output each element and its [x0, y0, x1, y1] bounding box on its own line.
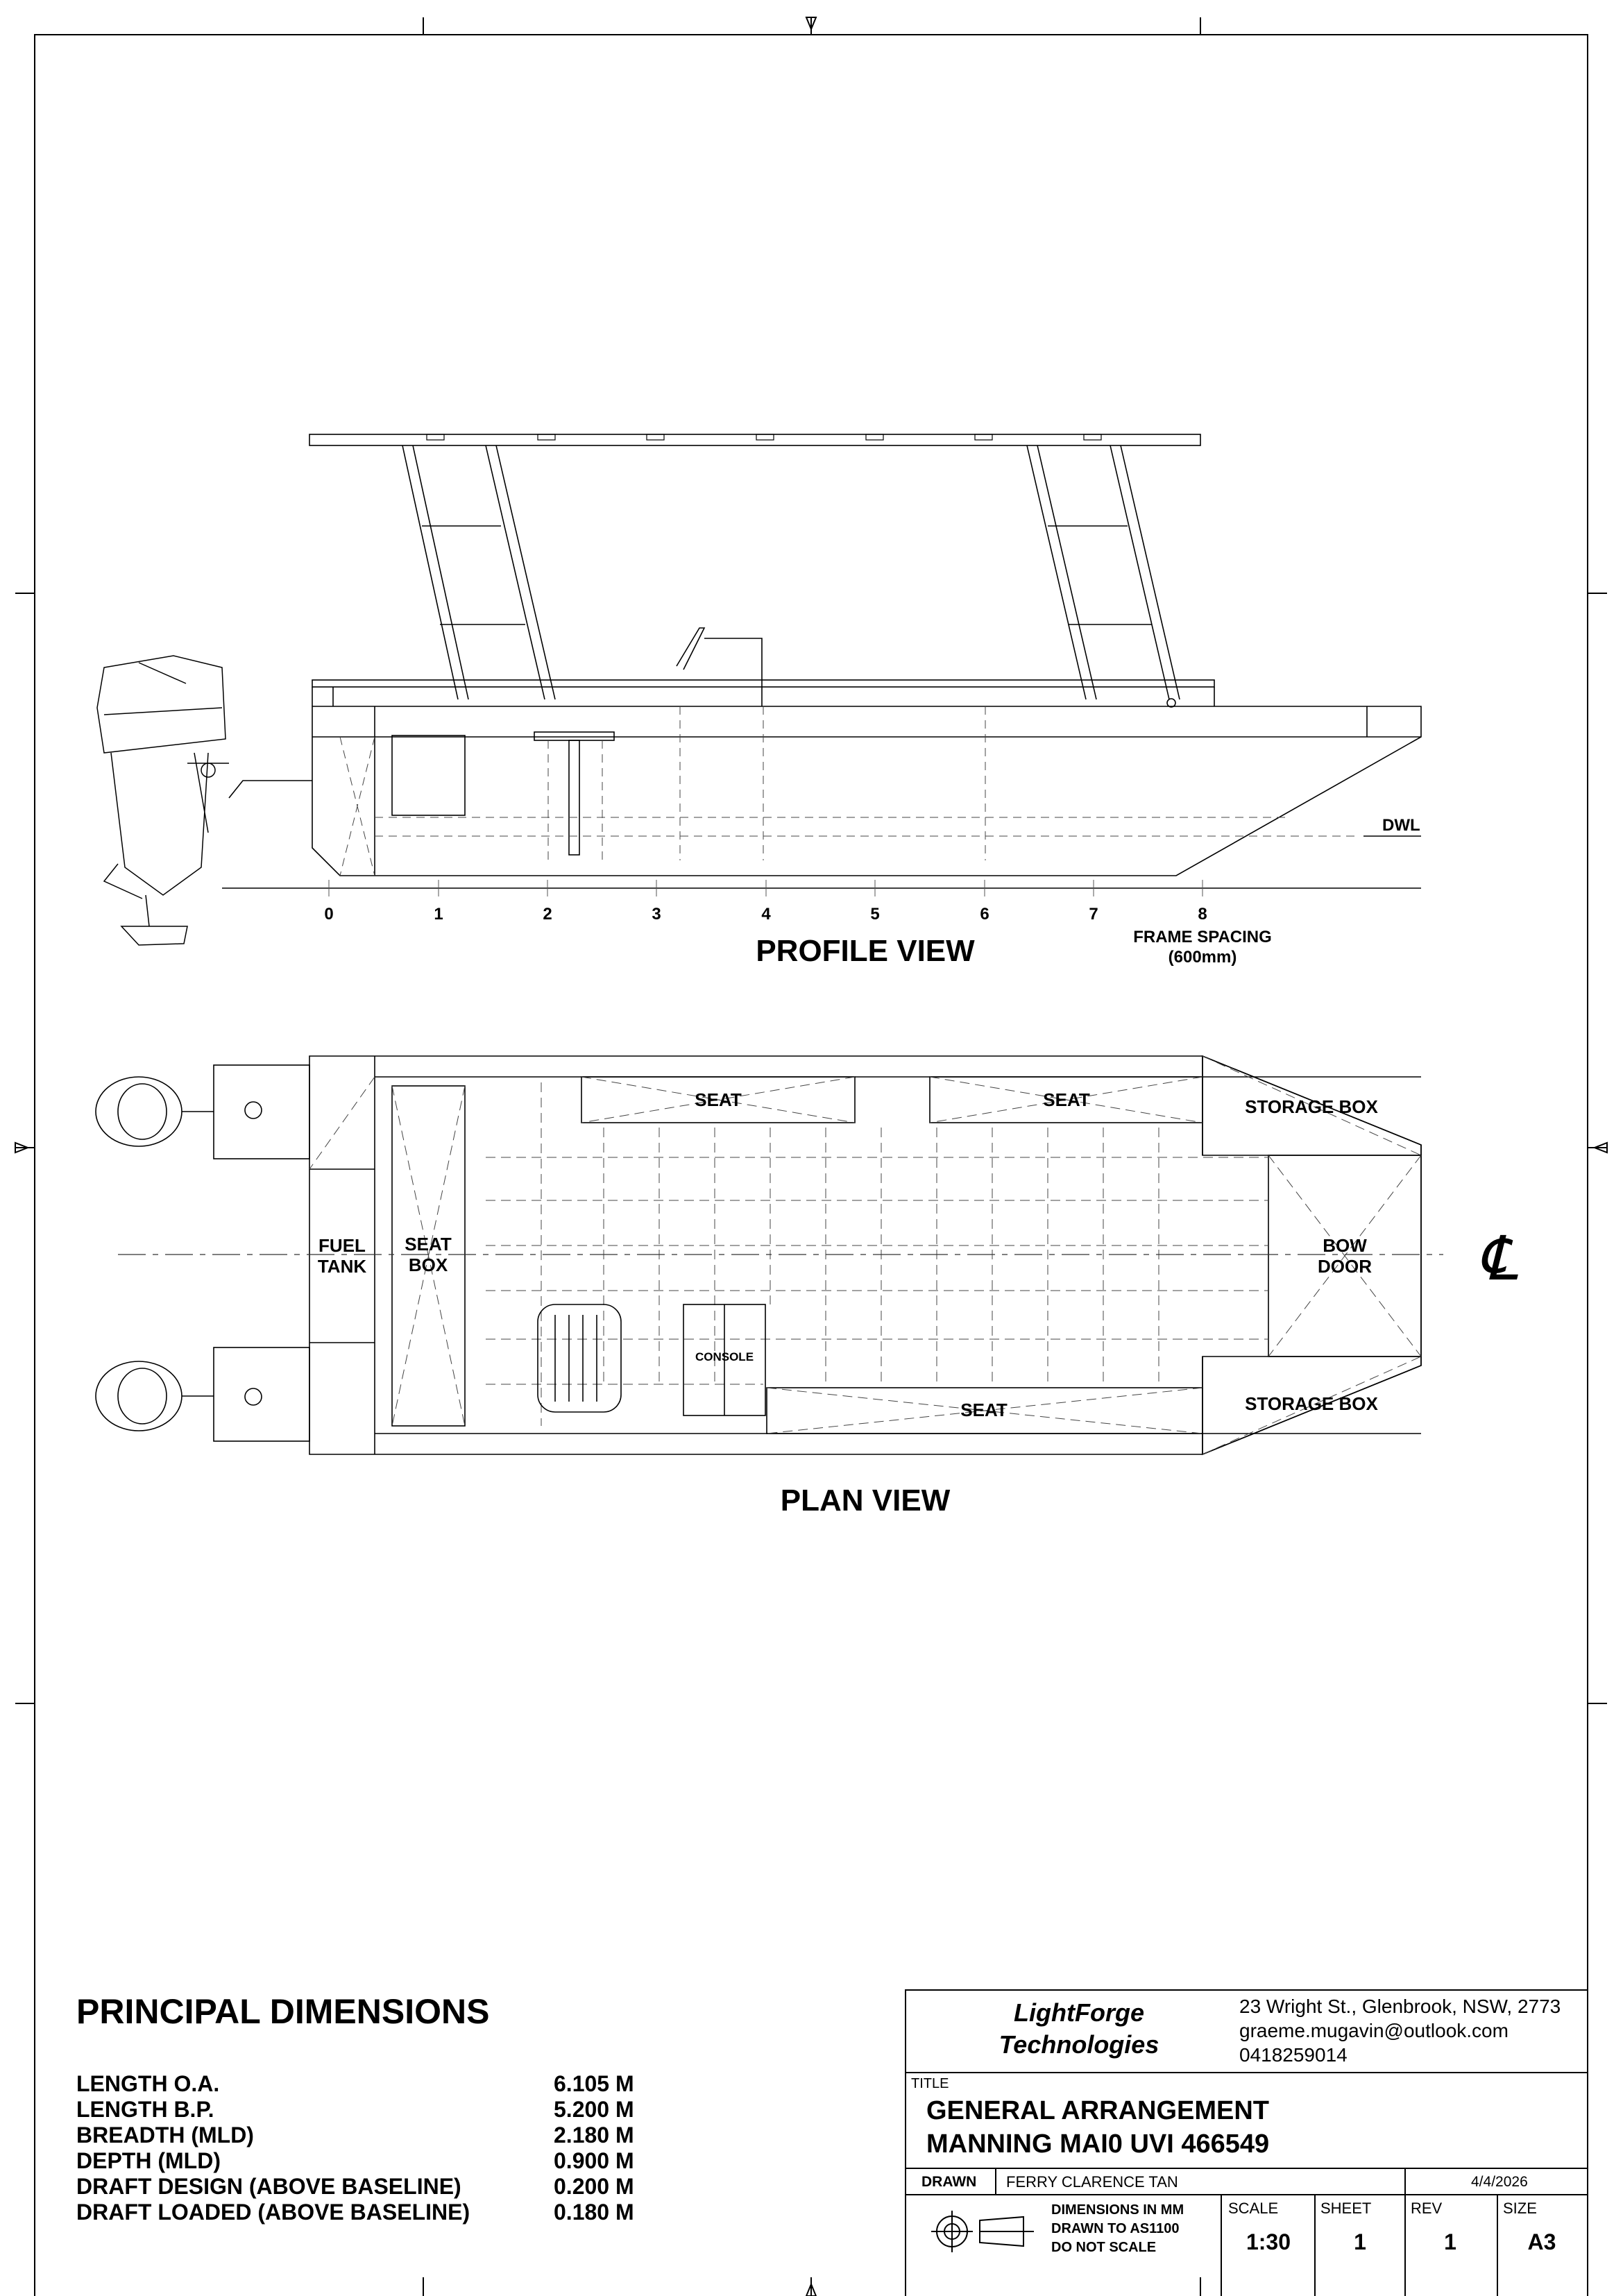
bow-door-line-2: DOOR	[1318, 1256, 1372, 1277]
drawing-border	[35, 35, 1588, 2296]
dimension-value: 5.200 M	[554, 2097, 634, 2122]
frame-spacing-value: (600mm)	[1168, 948, 1237, 967]
dimension-label: DEPTH (MLD)	[76, 2148, 221, 2173]
principal-dimensions-title: PRINCIPAL DIMENSIONS	[76, 1992, 490, 2031]
storage-box-label: STORAGE BOX	[1245, 1096, 1378, 1117]
drawing-title-line-2: MANNING MAI0 UVI 466549	[926, 2129, 1270, 2159]
centering-marks	[15, 17, 1607, 2296]
seat-box-line-2: BOX	[408, 1255, 448, 1275]
drawn-caption: DRAWN	[921, 2174, 977, 2190]
scale-value: 1:30	[1246, 2229, 1291, 2254]
size-value: A3	[1527, 2229, 1556, 2254]
principal-dimensions-list	[76, 2071, 645, 2225]
dimension-label: LENGTH O.A.	[76, 2071, 220, 2096]
dimension-row	[76, 2148, 645, 2174]
fuel-tank-line-2: TANK	[317, 1256, 367, 1277]
dimension-row	[76, 2071, 645, 2097]
drawing-title	[926, 2094, 1269, 2161]
fuel-tank-label	[318, 1235, 366, 1277]
plan-view-title: PLAN VIEW	[780, 1483, 951, 1517]
company-name-line-1: LightForge	[1014, 1998, 1144, 2027]
profile-view-drawing	[97, 434, 1421, 945]
profile-view-title: PROFILE VIEW	[756, 934, 975, 968]
dimension-label: BREADTH (MLD)	[76, 2123, 254, 2148]
dimension-label: LENGTH B.P.	[76, 2097, 214, 2122]
dimension-value: 0.180 M	[554, 2200, 634, 2225]
outboard-motor-profile	[97, 656, 229, 945]
note-do-not-scale: DO NOT SCALE	[1051, 2240, 1157, 2255]
frame-number: 0	[324, 905, 334, 924]
company-address: 23 Wright St., Glenbrook, NSW, 2773	[1239, 1996, 1561, 2017]
company-name	[999, 1997, 1159, 2061]
frame-number: 6	[980, 905, 989, 924]
seat-label: SEAT	[1043, 1089, 1090, 1110]
note-dimensions: DIMENSIONS IN MM	[1051, 2202, 1184, 2218]
frame-number: 2	[543, 905, 552, 924]
seat-label: SEAT	[695, 1089, 742, 1110]
dimension-row	[76, 2123, 645, 2148]
note-standard: DRAWN TO AS1100	[1051, 2221, 1180, 2236]
frame-number: 8	[1198, 905, 1207, 924]
company-contact	[1239, 1994, 1561, 2067]
company-name-line-2: Technologies	[999, 2030, 1159, 2059]
bow-door-line-1: BOW	[1323, 1235, 1367, 1256]
frame-number: 5	[870, 905, 880, 924]
sheet-value: 1	[1354, 2229, 1366, 2254]
frame-number: 1	[434, 905, 443, 924]
scale-caption: SCALE	[1228, 2200, 1279, 2217]
dimension-value: 2.180 M	[554, 2123, 634, 2148]
size-caption: SIZE	[1503, 2200, 1537, 2217]
drawn-by: FERRY CLARENCE TAN	[1006, 2173, 1178, 2191]
third-angle-projection-symbol	[931, 2211, 1034, 2252]
frame-spacing-label	[1133, 927, 1272, 967]
drawing-notes	[1051, 2201, 1184, 2257]
storage-box-label: STORAGE BOX	[1245, 1393, 1378, 1414]
company-email: graeme.mugavin@outlook.com	[1239, 2020, 1509, 2041]
dimension-label: DRAFT DESIGN (ABOVE BASELINE)	[76, 2174, 461, 2199]
zone-ticks	[15, 17, 1607, 2296]
frame-number: 4	[761, 905, 771, 924]
dimension-value: 6.105 M	[554, 2071, 634, 2096]
sheet-caption: SHEET	[1320, 2200, 1372, 2217]
centerline-symbol: ℄	[1478, 1223, 1518, 1294]
frame-number: 7	[1089, 905, 1098, 924]
fuel-tank-line-1: FUEL	[318, 1235, 366, 1256]
dimension-row	[76, 2097, 645, 2123]
dimension-row	[76, 2200, 645, 2225]
title-caption: TITLE	[911, 2076, 949, 2091]
seat-box-label	[405, 1234, 451, 1275]
console-label: CONSOLE	[695, 1350, 754, 1363]
dimension-value: 0.200 M	[554, 2174, 634, 2199]
rev-caption: REV	[1411, 2200, 1443, 2217]
drawing-date: 4/4/2026	[1471, 2174, 1528, 2190]
seat-label: SEAT	[960, 1400, 1008, 1420]
company-phone: 0418259014	[1239, 2044, 1348, 2066]
plan-view-drawing	[96, 1056, 1443, 1454]
dwl-label: DWL	[1382, 816, 1420, 835]
seat-box-line-1: SEAT	[405, 1234, 452, 1255]
dimension-row	[76, 2174, 645, 2200]
frame-number: 3	[652, 905, 661, 924]
dimension-label: DRAFT LOADED (ABOVE BASELINE)	[76, 2200, 470, 2225]
frame-spacing-title: FRAME SPACING	[1133, 928, 1272, 946]
drawing-title-line-1: GENERAL ARRANGEMENT	[926, 2096, 1270, 2125]
rev-value: 1	[1444, 2229, 1456, 2254]
dimension-value: 0.900 M	[554, 2148, 634, 2173]
bow-door-label	[1318, 1235, 1372, 1277]
